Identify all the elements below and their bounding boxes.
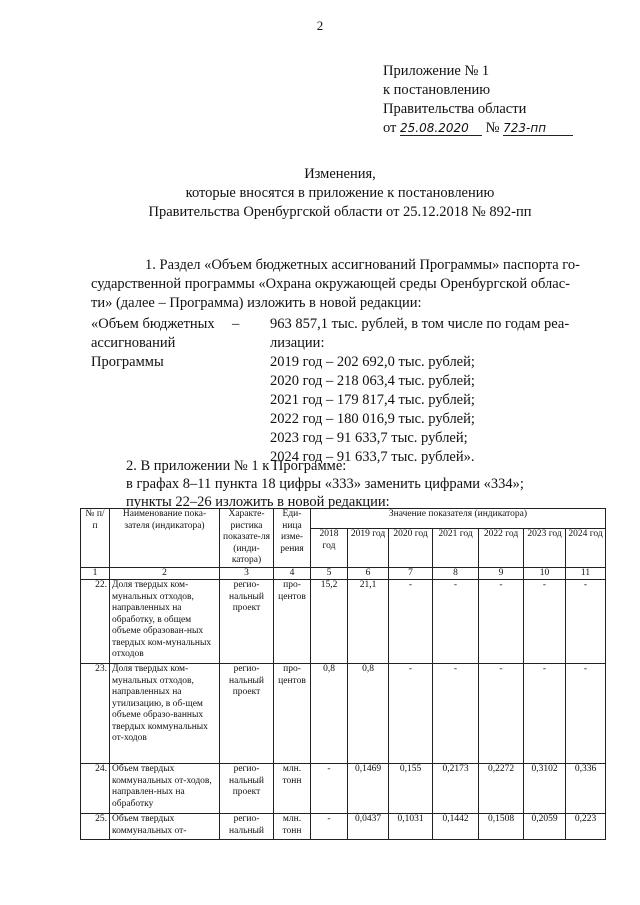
- table-row: [81, 814, 606, 840]
- column-number: 9: [479, 567, 524, 580]
- table-row: [81, 764, 606, 814]
- row-value: -: [433, 580, 479, 664]
- row-value: 0,1031: [389, 814, 433, 840]
- column-number: 3: [220, 567, 274, 580]
- budget-year-2024: 2024 год – 91 633,7 тыс. рублей».: [270, 449, 475, 465]
- row-value: 0,1508: [479, 814, 524, 840]
- row-value: 0,8: [311, 664, 348, 764]
- header-num: № п/п: [81, 509, 110, 568]
- row-value: 0,155: [389, 764, 433, 814]
- row-value: 0,336: [566, 764, 606, 814]
- budget-label-line-1: «Объем бюджетных: [91, 316, 215, 332]
- column-number: 1: [81, 567, 110, 580]
- row-value: -: [389, 580, 433, 664]
- row-value: -: [479, 664, 524, 764]
- row-name: Объем твердых коммунальных от-ходов, направлен-ных на обработку: [110, 764, 220, 814]
- header-year: 2022 год: [479, 529, 524, 567]
- heading-line-2: которые вносятся в приложение к постановлению: [185, 185, 495, 201]
- appendix-block: [383, 62, 623, 138]
- row-name: Объем твердых коммунальных от-: [110, 814, 220, 840]
- appendix-line-1: Приложение № 1: [383, 63, 490, 79]
- paragraph-2-line-3: пункты 22–26 изложить в новой редакции:: [126, 494, 390, 510]
- paragraph-1-line-3: ти» (далее – Программа) изложить в новой редакции:: [91, 295, 422, 311]
- budget-values: [270, 315, 595, 467]
- number-sign: №: [485, 120, 500, 136]
- row-value: 21,1: [348, 580, 389, 664]
- header-year: 2024 год: [566, 529, 606, 567]
- budget-year-2020: 2020 год – 218 063,4 тыс. рублей;: [270, 373, 475, 389]
- budget-year-2019: 2019 год – 202 692,0 тыс. рублей;: [270, 354, 475, 370]
- column-number: 8: [433, 567, 479, 580]
- row-num: 23.: [81, 664, 110, 764]
- heading-line-3: Правительства Оренбургской области от 25.12.2018 № 892-пп: [148, 204, 532, 220]
- column-number: 4: [274, 567, 311, 580]
- header-unit: Еди-ница изме-рения: [274, 509, 311, 568]
- column-number: 6: [348, 567, 389, 580]
- paragraph-2-line-1: 2. В приложении № 1 к Программе:: [126, 458, 347, 474]
- row-value: 0,1469: [348, 764, 389, 814]
- appendix-date-line: [383, 119, 623, 138]
- row-value: -: [524, 580, 566, 664]
- row-name: Доля твердых ком-мунальных отходов, направленных на утилизацию, в об-щем объеме образо-ванных твердых коммунальных от-ходов: [110, 664, 220, 764]
- column-number: 5: [311, 567, 348, 580]
- budget-year-2021: 2021 год – 179 817,4 тыс. рублей;: [270, 392, 475, 408]
- row-characteristic: регио-нальный проект: [220, 764, 274, 814]
- row-value: 0,2272: [479, 764, 524, 814]
- row-value: 0,2173: [433, 764, 479, 814]
- row-characteristic: регио-нальный: [220, 814, 274, 840]
- header-year: 2020 год: [389, 529, 433, 567]
- row-unit: про-центов: [274, 664, 311, 764]
- appendix-line-2: к постановлению: [383, 82, 491, 98]
- row-characteristic: регио-нальный проект: [220, 580, 274, 664]
- header-name: Наименование пока-зателя (индикатора): [110, 509, 220, 568]
- paragraph-1: [91, 256, 591, 313]
- paragraph-1-line-2: сударственной программы «Охрана окружающей среды Оренбургской облас-: [91, 276, 570, 292]
- table-row: [81, 664, 606, 764]
- row-value: -: [524, 664, 566, 764]
- row-value: -: [311, 764, 348, 814]
- column-number: 7: [389, 567, 433, 580]
- header-year: 2019 год: [348, 529, 389, 567]
- column-number: 10: [524, 567, 566, 580]
- row-value: 0,8: [348, 664, 389, 764]
- header-values-group: Значение показателя (индикатора): [311, 509, 606, 529]
- row-characteristic: регио-нальный проект: [220, 664, 274, 764]
- row-value: 15,2: [311, 580, 348, 664]
- row-num: 25.: [81, 814, 110, 840]
- header-year: 2018 год: [311, 529, 348, 567]
- paragraph-2-line-2: в графах 8–11 пункта 18 цифры «333» заменить цифрами «334»;: [126, 476, 524, 492]
- heading-line-1: Изменения,: [304, 166, 376, 182]
- row-value: 0,223: [566, 814, 606, 840]
- budget-year-2023: 2023 год – 91 633,7 тыс. рублей;: [270, 430, 468, 446]
- header-characteristic: Характе-ристика показате-ля (инди-катора): [220, 509, 274, 568]
- appendix-line-3: Правительства области: [383, 101, 527, 117]
- budget-year-2022: 2022 год – 180 016,9 тыс. рублей;: [270, 411, 475, 427]
- row-num: 24.: [81, 764, 110, 814]
- column-number: 11: [566, 567, 606, 580]
- budget-label: [91, 315, 231, 372]
- budget-total-line-2: лизации:: [270, 335, 325, 351]
- column-number: 2: [110, 567, 220, 580]
- page-number: 2: [316, 18, 324, 33]
- handwritten-date: 25.08.2020: [400, 121, 482, 136]
- row-value: -: [566, 664, 606, 764]
- header-year: 2021 год: [433, 529, 479, 567]
- paragraph-1-line-1: 1. Раздел «Объем бюджетных ассигнований Программы» паспорта го-: [145, 257, 580, 273]
- row-num: 22.: [81, 580, 110, 664]
- budget-label-line-2: ассигнований: [91, 335, 176, 351]
- document-heading: [60, 165, 620, 222]
- row-name: Доля твердых ком-мунальных отходов, направленных на обработку, в общем объеме образован-ных твердых ком-мунальных отходов: [110, 580, 220, 664]
- row-value: 0,0437: [348, 814, 389, 840]
- indicators-table: [80, 508, 606, 840]
- row-value: 0,2059: [524, 814, 566, 840]
- row-value: -: [479, 580, 524, 664]
- row-value: -: [433, 664, 479, 764]
- budget-total-line-1: 963 857,1 тыс. рублей, в том числе по годам реа-: [270, 316, 570, 332]
- row-value: -: [566, 580, 606, 664]
- row-unit: про-центов: [274, 580, 311, 664]
- header-year: 2023 год: [524, 529, 566, 567]
- budget-label-line-3: Программы: [91, 354, 164, 370]
- row-value: 0,1442: [433, 814, 479, 840]
- table-header-row: [81, 509, 606, 529]
- column-numbers-row: [81, 567, 606, 580]
- row-value: -: [311, 814, 348, 840]
- handwritten-number: 723-пп: [503, 121, 573, 136]
- budget-dash: –: [232, 316, 240, 332]
- row-unit: млн. тонн: [274, 764, 311, 814]
- appendix-ot-prefix: от: [383, 120, 397, 136]
- row-value: -: [389, 664, 433, 764]
- row-value: 0,3102: [524, 764, 566, 814]
- row-unit: млн. тонн: [274, 814, 311, 840]
- table-row: [81, 580, 606, 664]
